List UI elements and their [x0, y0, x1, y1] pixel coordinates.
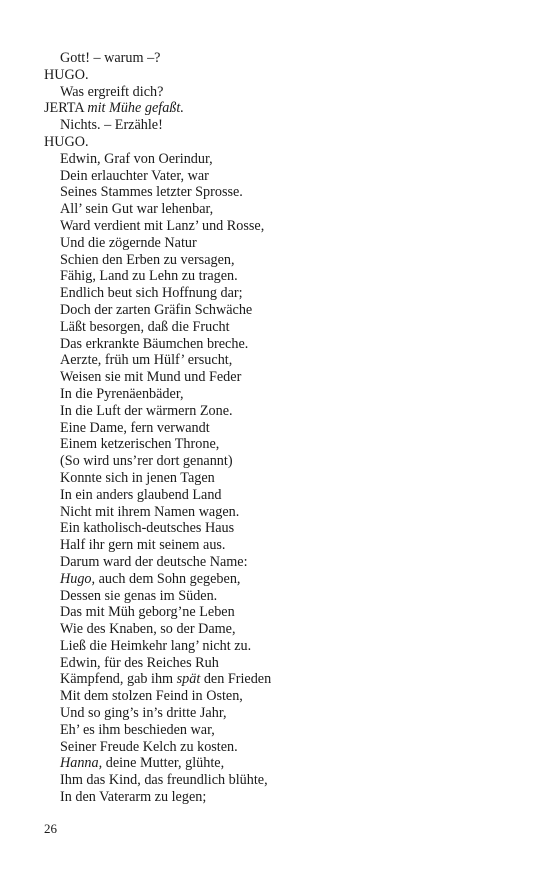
text-segment: Schien den Erben zu versagen, [60, 251, 235, 268]
verse-line [44, 554, 524, 571]
text-segment: Dessen sie genas im Süden. [60, 587, 218, 604]
text-segment: Gott! – warum –? [60, 50, 161, 66]
text-segment: HUGO. [44, 66, 89, 83]
text-segment: Und so ging’s in’s dritte Jahr, [60, 705, 227, 722]
verse-line [44, 235, 524, 252]
text-segment: Das erkrankte Bäumchen breche. [60, 335, 249, 352]
verse-line [44, 436, 524, 453]
text-segment: Konnte sich in jenen Tagen [60, 469, 215, 486]
text-segment: Darum ward der deutsche Name: [60, 553, 248, 570]
text-segment: Ein katholisch-deutsches Haus [60, 520, 235, 537]
verse-line [44, 671, 524, 688]
verse-line [44, 504, 524, 521]
text-segment: Half ihr gern mit seinem aus. [60, 537, 226, 554]
text-segment: HUGO. [44, 133, 89, 150]
speaker-line [44, 100, 524, 117]
text-segment: Und die zögernde Natur [60, 234, 197, 251]
italic-segment: mit Mühe gefaßt. [87, 100, 184, 117]
text-segment: Ward verdient mit Lanz’ und Rosse, [60, 217, 265, 234]
text-segment: JERTA [44, 100, 88, 117]
text-segment: Doch der zarten Gräfin Schwäche [60, 301, 253, 318]
verse-line [44, 755, 524, 772]
text-segment: Weisen sie mit Mund und Feder [60, 369, 242, 386]
verse-line [44, 369, 524, 386]
verse-line [44, 722, 524, 739]
verse-line [44, 218, 524, 235]
text-segment: In die Pyrenäenbäder, [60, 385, 184, 402]
text-segment: Seiner Freude Kelch zu kosten. [60, 738, 238, 755]
verse-line [44, 201, 524, 218]
italic-segment: Hugo, [60, 570, 96, 587]
verse-line [44, 319, 524, 336]
verse-line [44, 168, 524, 185]
verse-block [44, 50, 524, 806]
text-segment: Mit dem stolzen Feind in Osten, [60, 688, 243, 705]
text-segment: (So wird uns’rer dort genannt) [60, 453, 233, 470]
verse-line [44, 151, 524, 168]
text-segment: Eh’ es ihm beschieden war, [60, 721, 215, 738]
verse-line [44, 789, 524, 806]
text-segment: Einem ketzerischen Throne, [60, 436, 220, 453]
verse-line [44, 537, 524, 554]
text-segment: auch dem Sohn gegeben, [95, 570, 241, 587]
text-segment: Fähig, Land zu Lehn zu tragen. [60, 268, 238, 285]
verse-line [44, 453, 524, 470]
verse-line [44, 705, 524, 722]
speaker-line [44, 134, 524, 151]
verse-line [44, 336, 524, 353]
text-segment: Endlich beut sich Hoffnung dar; [60, 285, 243, 302]
text-segment: Ihm das Kind, das freundlich blühte, [60, 772, 268, 789]
verse-line [44, 604, 524, 621]
text-segment: den Frieden [200, 671, 272, 688]
verse-line [44, 739, 524, 756]
text-segment: deine Mutter, glühte, [102, 755, 225, 772]
verse-line [44, 184, 524, 201]
verse-line [44, 655, 524, 672]
verse-line [44, 268, 524, 285]
text-segment: Dein erlauchter Vater, war [60, 167, 209, 184]
text-segment: In ein anders glaubend Land [60, 486, 222, 503]
text-segment: Edwin, für des Reiches Ruh [60, 654, 219, 671]
verse-line [44, 638, 524, 655]
verse-line [44, 50, 524, 67]
verse-line [44, 520, 524, 537]
speaker-line [44, 67, 524, 84]
text-segment: In den Vaterarm zu legen; [60, 789, 207, 806]
verse-line [44, 252, 524, 269]
verse-line [44, 352, 524, 369]
verse-line [44, 84, 524, 101]
italic-segment: spät [176, 671, 201, 688]
text-segment: Wie des Knaben, so der Dame, [60, 621, 236, 638]
text-segment: Kämpfend, gab ihm [60, 671, 177, 688]
text-segment: Eine Dame, fern verwandt [60, 419, 210, 436]
italic-segment: Hanna, [60, 755, 103, 772]
text-segment: In die Luft der wärmern Zone. [60, 402, 233, 419]
verse-line [44, 285, 524, 302]
verse-line [44, 772, 524, 789]
verse-line [44, 688, 524, 705]
verse-line [44, 386, 524, 403]
text-segment: Seines Stammes letzter Sprosse. [60, 184, 243, 201]
text-segment: Nicht mit ihrem Namen wagen. [60, 503, 240, 520]
text-segment: Ließ die Heimkehr lang’ nicht zu. [60, 637, 252, 654]
verse-line [44, 420, 524, 437]
verse-line [44, 470, 524, 487]
verse-line [44, 117, 524, 134]
text-segment: Läßt besorgen, daß die Frucht [60, 318, 230, 335]
text-segment: Was ergreift dich? [60, 83, 164, 100]
verse-line [44, 621, 524, 638]
verse-line [44, 588, 524, 605]
text-segment: Das mit Müh geborg’ne Leben [60, 604, 235, 621]
verse-line [44, 487, 524, 504]
verse-line [44, 403, 524, 420]
verse-line [44, 571, 524, 588]
text-segment: Edwin, Graf von Oerindur, [60, 150, 213, 167]
verse-line [44, 302, 524, 319]
page-number: 26 [44, 821, 57, 836]
text-segment: Nichts. – Erzähle! [60, 117, 163, 134]
text-segment: Aerzte, früh um Hülf’ ersucht, [60, 352, 233, 369]
text-segment: All’ sein Gut war lehenbar, [60, 201, 214, 218]
